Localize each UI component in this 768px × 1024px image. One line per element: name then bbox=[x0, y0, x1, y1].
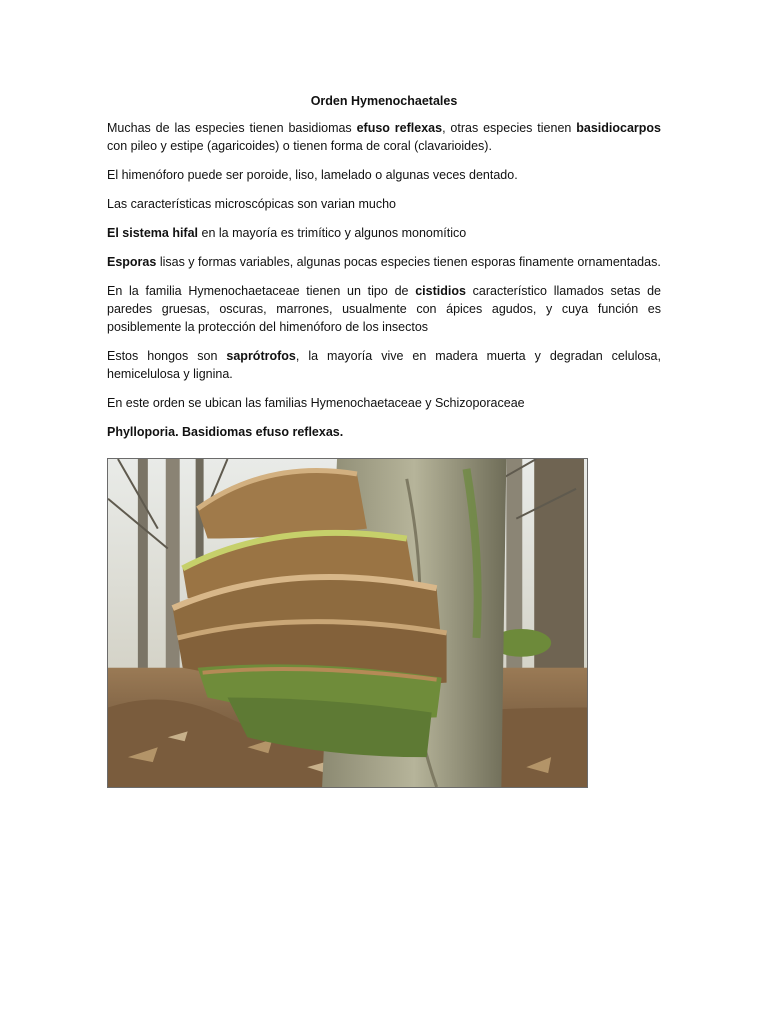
paragraph-sistema-hifal bbox=[107, 224, 661, 242]
paragraph-himenoforo: El himenóforo puede ser poroide, liso, lamelado o algunas veces dentado. bbox=[107, 168, 518, 182]
fungus-photo bbox=[107, 458, 588, 788]
bold-term: efuso reflexas bbox=[356, 121, 443, 135]
bold-term: cistidios bbox=[415, 284, 466, 298]
bold-term: Esporas bbox=[107, 255, 157, 269]
paragraph-familias: En este orden se ubican las familias Hymenochaetaceae y Schizoporaceae bbox=[107, 396, 525, 410]
text-run: con pileo y estipe (agaricoides) o tienen forma de coral (clavarioides). bbox=[107, 139, 492, 153]
document-body bbox=[107, 92, 661, 452]
text-run: , la mayoría vive en madera muerta y degradan celulosa, hemicelulosa y lignina. bbox=[107, 349, 661, 381]
bold-term: El sistema hifal bbox=[107, 226, 199, 240]
paragraph-saprotrofos bbox=[107, 347, 661, 383]
bold-term: basidiocarpos bbox=[576, 121, 662, 135]
paragraph-cistidios bbox=[107, 282, 661, 336]
caption-phylloporia bbox=[107, 423, 661, 441]
text-run: característico llamados setas de paredes gruesas, oscuras, marrones, usualmente con ápices agudos, y cuya función es posiblemente la protección del himenóforo de los insectos bbox=[107, 284, 662, 334]
paragraph-esporas bbox=[107, 253, 661, 271]
bold-term: saprótrofos bbox=[226, 349, 296, 363]
bold-caption: Phylloporia. Basidiomas efuso reflexas. bbox=[107, 425, 344, 439]
paragraph-basidiomas bbox=[107, 119, 661, 155]
text-run: lisas y formas variables, algunas pocas especies tienen esporas finamente ornamentadas. bbox=[156, 255, 661, 269]
text-run: Muchas de las especies tienen basidiomas bbox=[107, 121, 357, 135]
paragraph-microscopicas: Las características microscópicas son varian mucho bbox=[107, 197, 397, 211]
text-run: En la familia Hymenochaetaceae tienen un tipo de bbox=[107, 284, 416, 298]
fungus-photo-illustration bbox=[108, 459, 587, 787]
text-run: en la mayoría es trimítico y algunos monomítico bbox=[198, 226, 467, 240]
text-run: , otras especies tienen bbox=[442, 121, 577, 135]
page-title: Orden Hymenochaetales bbox=[310, 94, 458, 108]
text-run: Estos hongos son bbox=[107, 349, 227, 363]
